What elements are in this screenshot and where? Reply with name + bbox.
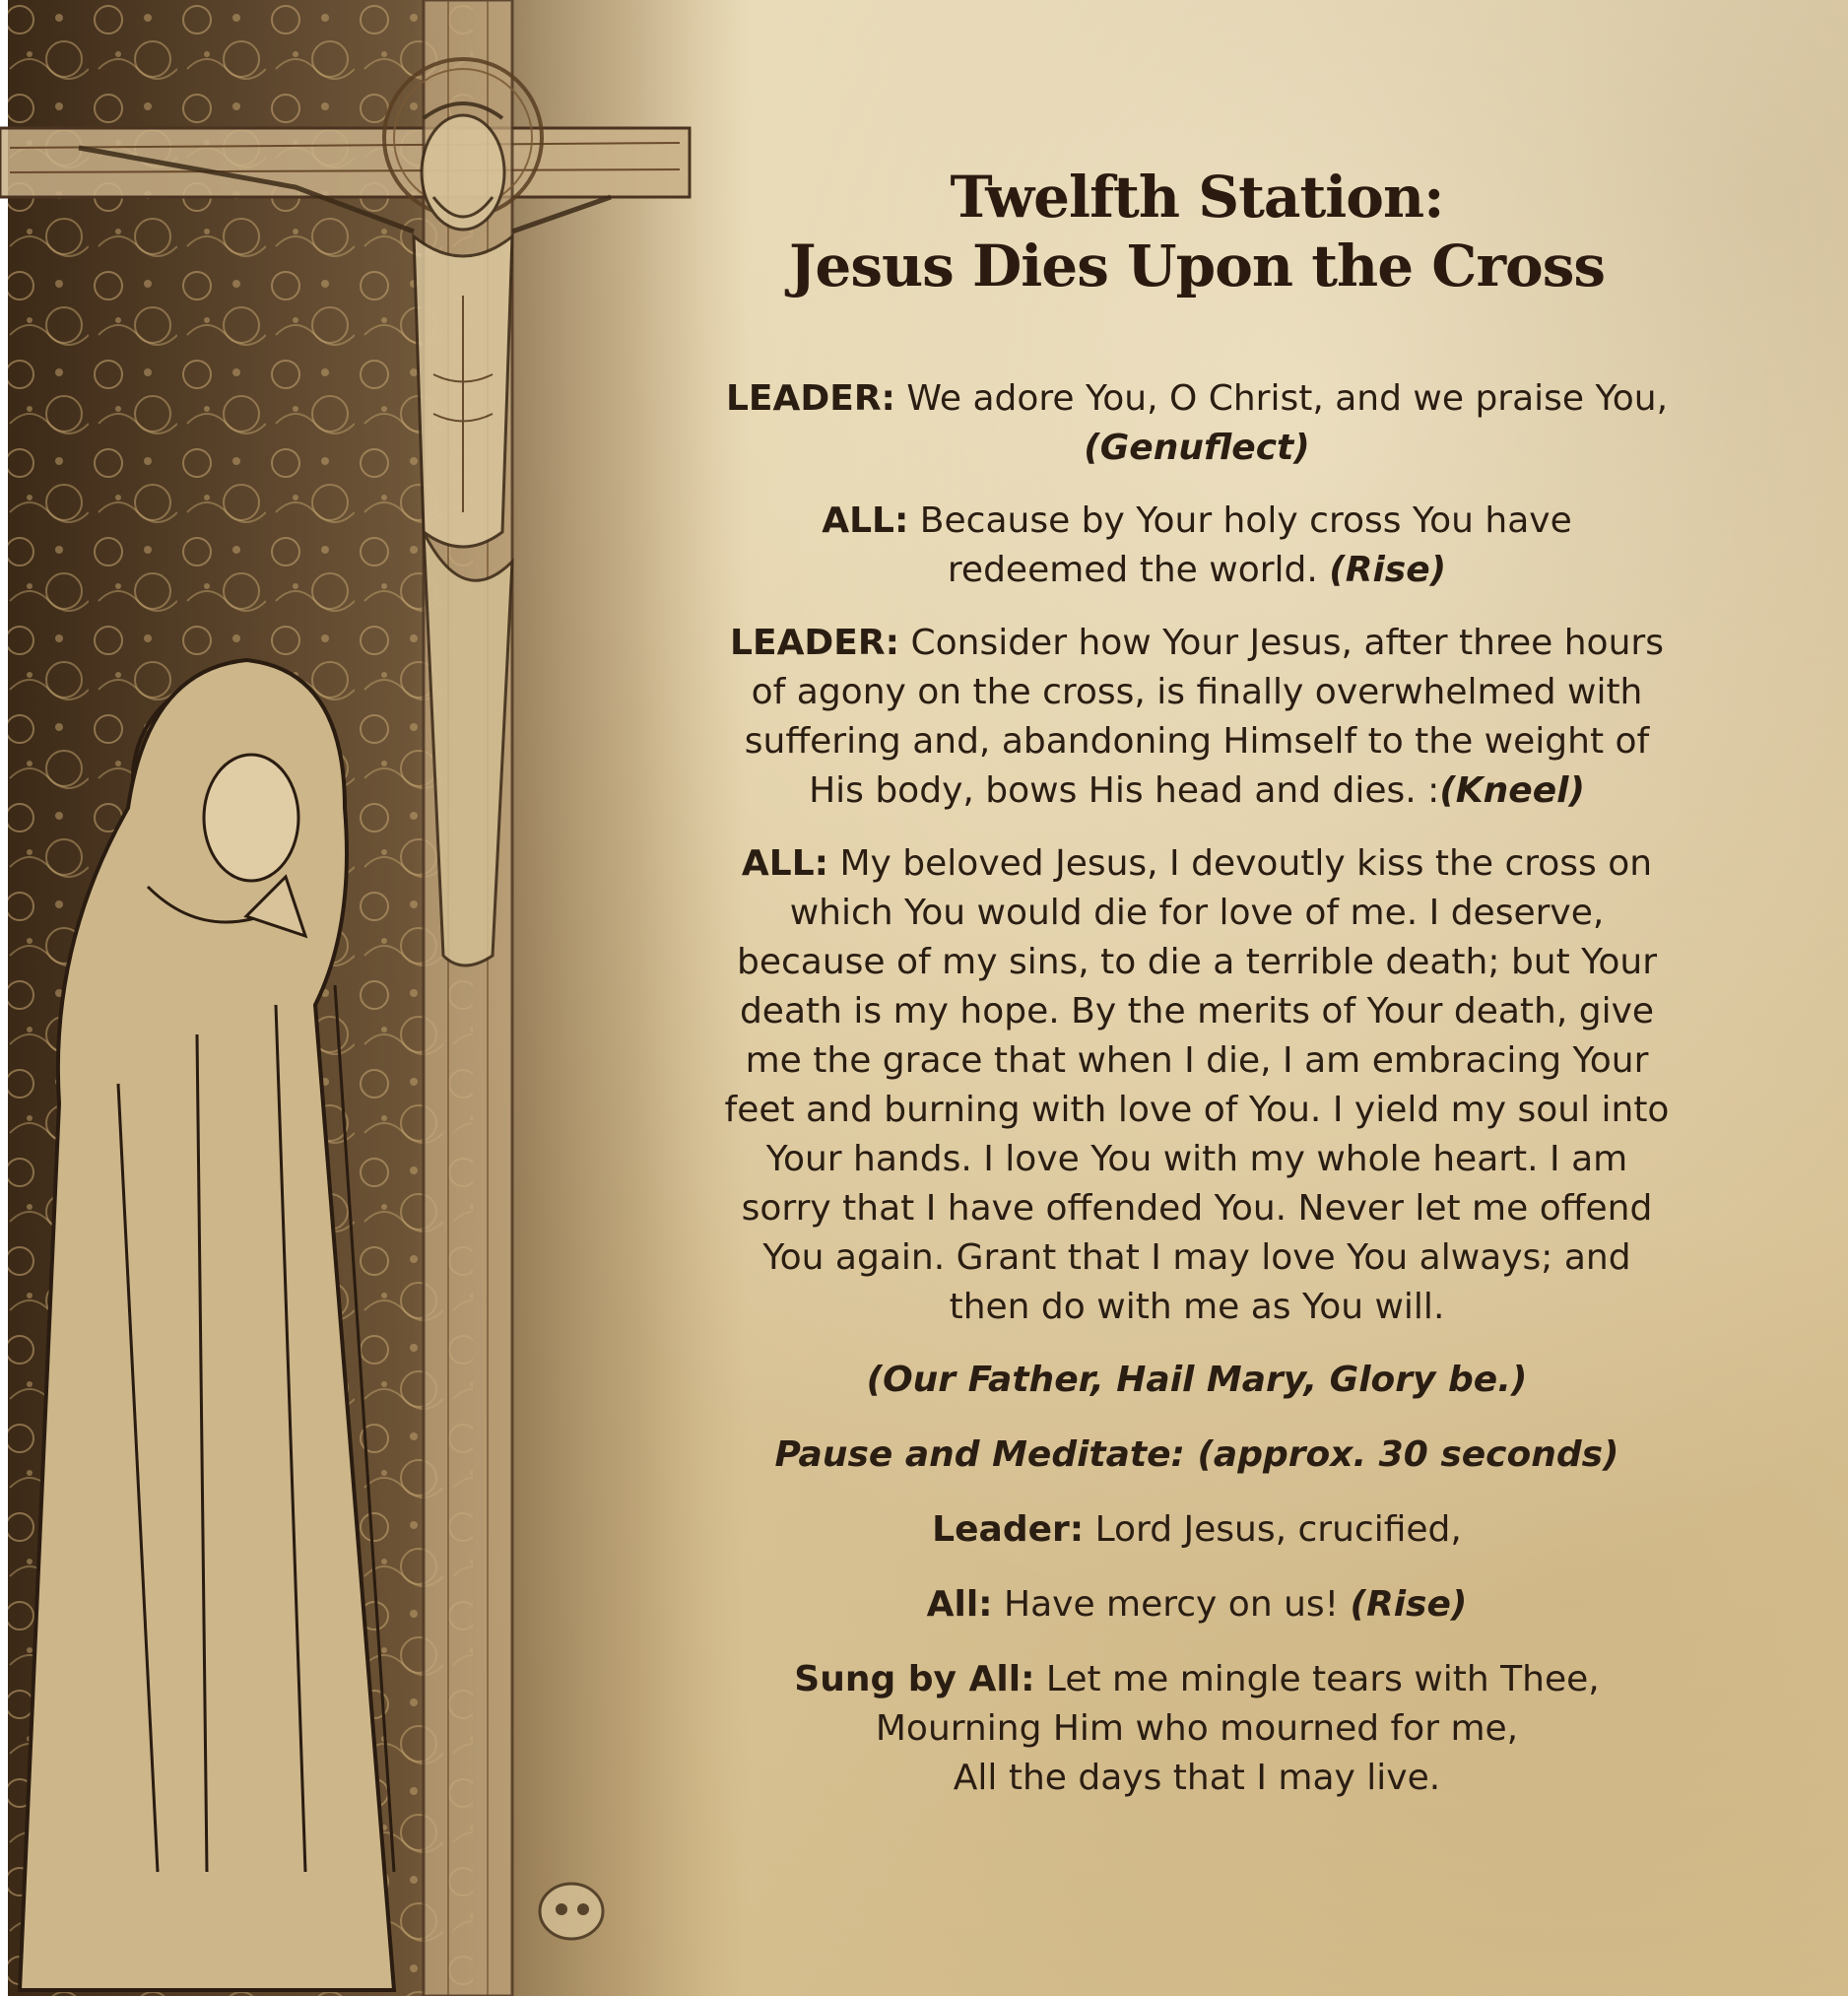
prayer-paragraph-4 [680,839,1714,1332]
station-title [680,163,1714,300]
prayer-line: My beloved Jesus, I devoutly kiss the cross on [828,843,1653,884]
prayer-text-column [680,163,1714,1827]
prayer-line: which You would die for love of me. I deserve, [789,893,1605,933]
speaker-label: ALL: [741,843,829,884]
hymn-line: Mourning Him who mourned for me, [875,1708,1519,1749]
prayer-paragraph-2 [680,497,1714,595]
prayer-line: redeemed the world. [947,550,1330,590]
prayer-line: Have mercy on us! [992,1584,1351,1625]
rubric-direction: (Rise) [1329,550,1447,590]
speaker-label: All: [926,1584,993,1625]
skull [540,1884,603,1939]
station-title-line1: Twelfth Station: [950,164,1444,231]
prayer-line: feet and burning with love of You. I yield my soul into [724,1090,1670,1130]
prayer-line: sorry that I have offended You. Never let me offend [741,1188,1653,1229]
rubric-prayers: (Our Father, Hail Mary, Glory be.) [866,1360,1528,1400]
prayer-line: Lord Jesus, crucified, [1084,1509,1462,1550]
prayer-line: death is my hope. By the merits of Your death, give [739,991,1655,1031]
prayer-line: because of my sins, to die a terrible death; but Your [736,942,1658,982]
prayer-line: of agony on the cross, is finally overwhelmed with [751,672,1643,712]
prayer-paragraph-8 [680,1580,1714,1630]
prayer-paragraph-6 [680,1430,1714,1480]
prayer-line: Your hands. I love You with my whole heart. I am [765,1139,1628,1179]
rubric-direction: (Genuflect) [1084,428,1310,468]
prayer-line: then do with me as You will. [949,1287,1445,1327]
left-edge [0,0,8,1996]
prayer-line: We adore You, O Christ, and we praise You, [894,378,1669,419]
rubric-meditate: Pause and Meditate: (approx. 30 seconds) [774,1434,1619,1475]
prayer-line: suffering and, abandoning Himself to the weight of [744,721,1650,762]
speaker-label: LEADER: [725,378,895,419]
hymn-line: Let me mingle tears with Thee, [1034,1659,1600,1699]
speaker-label: Sung by All: [794,1659,1035,1699]
rubric-direction: (Kneel) [1439,770,1585,811]
prayer-paragraph-5 [680,1356,1714,1405]
prayer-line: You again. Grant that I may love You always; and [762,1237,1631,1278]
crucifixion-illustration [0,0,749,1996]
rubric-direction: (Rise) [1350,1584,1468,1625]
prayer-line: Because by Your holy cross You have [908,500,1572,541]
prayer-line: His body, bows His head and dies. : [809,770,1440,811]
prayer-paragraph-9 [680,1655,1714,1803]
speaker-label: LEADER: [730,623,900,663]
speaker-label: Leader: [932,1509,1085,1550]
speaker-label: ALL: [822,500,909,541]
prayer-paragraph-7 [680,1505,1714,1555]
prayer-paragraph-1 [680,374,1714,473]
prayer-paragraph-3 [680,619,1714,816]
hymn-line: All the days that I may live. [953,1758,1441,1798]
station-title-line2: Jesus Dies Upon the Cross [788,233,1606,299]
prayer-line: Consider how Your Jesus, after three hours [899,623,1664,663]
prayer-line: me the grace that when I die, I am embracing Your [745,1040,1649,1081]
